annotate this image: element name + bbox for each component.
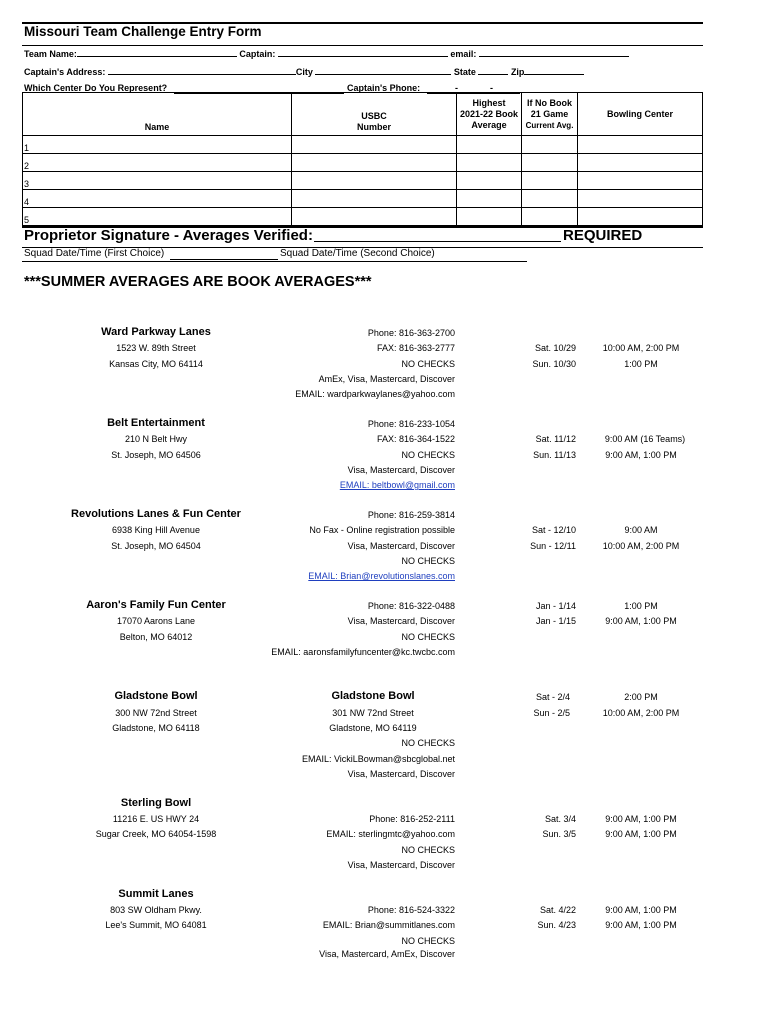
squad-time: 1:00 PM [624,359,658,369]
center-info-line: Visa, Mastercard, Discover [347,541,455,551]
squad-date: Sat - 2/4 [535,692,570,702]
squad-second-choice-label: Squad Date/Time (Second Choice) [280,248,435,259]
center-email: EMAIL: sterlingmtc@yahoo.com [326,829,455,839]
squad-time: 9:00 AM, 1:00 PM [605,450,677,460]
center-email: EMAIL: Brian@summitlanes.com [322,920,455,930]
squad-time: 9:00 AM, 1:00 PM [605,905,677,915]
team-roster-table [22,92,703,226]
row-avg-cell[interactable] [457,154,522,172]
col-avg-line3: Average [471,119,507,130]
team-name-field[interactable] [77,47,237,57]
center-info-line: NO CHECKS [401,450,455,460]
center-email: EMAIL: wardparkwaylanes@yahoo.com [295,389,455,399]
row-name-cell[interactable]: 3 [23,172,292,190]
row-noavg-cell[interactable] [522,154,578,172]
center-info-line: Gladstone, MO 64119 [329,723,417,733]
required-label: REQUIRED [563,227,643,244]
center-info-line: NO CHECKS [401,359,455,369]
center-email: EMAIL: VickiLBowman@sbcglobal.net [301,754,455,764]
row-center-cell[interactable] [578,172,703,190]
col-center-label: Bowling Center [606,108,673,119]
row-noavg-cell[interactable] [522,136,578,154]
row-name-cell[interactable]: 2 [23,154,292,172]
zip-field[interactable] [524,65,584,75]
row-noavg-cell[interactable] [522,172,578,190]
center-info-line: Phone: 816-363-2700 [367,328,455,338]
team-name-label: Team Name: [24,49,77,59]
center-address-2: Kansas City, MO 64114 [109,359,203,369]
center-question: Which Center Do You Represent? [24,83,168,93]
center-email-link[interactable]: EMAIL: beltbowl@gmail.com [339,480,455,490]
center-info-line: Phone: 816-233-1054 [367,419,455,429]
squad-time: 9:00 AM, 1:00 PM [605,616,677,626]
squad-time: 10:00 AM, 2:00 PM [602,541,680,551]
row-center-cell[interactable] [578,136,703,154]
center-info-line: No Fax - Online registration possible [309,525,455,535]
row-name-cell[interactable]: 4 [23,190,292,208]
col-usbc-line1: USBC [361,111,387,121]
squad-time: 1:00 PM [624,601,658,611]
center-info-line: Visa, Mastercard, Discover [347,769,455,779]
table-row [23,190,703,208]
table-header-row [23,93,703,136]
squad-date: Sun. 4/23 [537,920,576,930]
center-address-1: 6938 King Hill Avenue [112,525,200,535]
address-field[interactable] [108,65,296,75]
center-info-title: Gladstone Bowl [331,690,415,702]
center-info-line: NO CHECKS [401,738,455,748]
center-address-1: 803 SW Oldham Pkwy. [110,905,202,915]
col-center-header [578,93,703,136]
center-info-line: Visa, Mastercard, Discover [347,465,455,475]
center-info-line: NO CHECKS [401,936,455,946]
squad-time: 10:00 AM, 2:00 PM [602,708,680,718]
state-field[interactable] [478,65,508,75]
center-name: Summit Lanes [118,888,194,900]
city-field[interactable] [315,65,451,75]
squad-date: Sat. 10/29 [534,343,576,353]
form-title: Missouri Team Challenge Entry Form [24,24,262,39]
center-info-line: NO CHECKS [401,845,455,855]
center-info-line: Visa, Mastercard, AmEx, Discover [319,949,455,959]
squad-date: Sun. 10/30 [532,359,576,369]
table-row [23,208,703,226]
center-name: Aaron's Family Fun Center [86,599,226,611]
row-avg-cell[interactable] [457,172,522,190]
squad-date: Sat. 11/12 [535,434,576,444]
squad-time: 9:00 AM, 1:00 PM [605,920,677,930]
squad-date: Sun. 11/13 [533,450,576,460]
center-info-line: Phone: 816-252-2111 [369,814,455,824]
email-field[interactable] [479,47,629,57]
center-address-2: Sugar Creek, MO 64054-1598 [95,829,217,839]
proprietor-signature-label: Proprietor Signature - Averages Verified: [24,227,313,244]
summer-averages-note: ***SUMMER AVERAGES ARE BOOK AVERAGES*** [24,274,372,290]
center-info-line: NO CHECKS [401,556,455,566]
row-name-cell[interactable]: 1 [23,136,292,154]
center-address-2: St. Joseph, MO 64506 [111,450,201,460]
city-label: City [295,67,313,77]
row-noavg-cell[interactable] [522,190,578,208]
squad-date: Sun. 3/5 [542,829,576,839]
center-info-line: AmEx, Visa, Mastercard, Discover [318,374,455,384]
col-usbc-header [292,93,457,136]
center-name: Gladstone Bowl [114,690,198,702]
center-name: Belt Entertainment [107,417,205,429]
row-avg-cell[interactable] [457,208,522,226]
center-info-line: Visa, Mastercard, Discover [347,616,455,626]
center-email: EMAIL: aaronsfamilyfuncenter@kc.twcbc.com [271,647,455,657]
row-usbc-cell[interactable] [292,172,457,190]
center-address-2: Belton, MO 64012 [119,632,193,642]
squad-date: Sun - 12/11 [530,541,576,551]
center-info-line: Visa, Mastercard, Discover [347,860,455,870]
center-address-1: 11216 E. US HWY 24 [112,814,200,824]
squad-time: 9:00 AM [624,525,658,535]
center-info-line: Phone: 816-322-0488 [367,601,455,611]
col-noavg-line3: Current Avg. [525,120,574,130]
squad-date: Jan - 1/15 [535,616,576,626]
table-row [23,154,703,172]
center-info-line: Phone: 816-259-3814 [367,510,455,520]
row-avg-cell[interactable] [457,190,522,208]
table-row [23,172,703,190]
squad-time: 2:00 PM [624,692,658,702]
zip-label: Zip [510,67,525,77]
address-row [24,65,584,77]
email-label: email: [450,49,477,59]
row-name-cell[interactable]: 5 [23,208,292,226]
proprietor-signature-field[interactable] [314,241,561,242]
col-name-header [23,93,292,136]
squad-first-choice-field[interactable] [170,259,278,260]
squad-date: Sat. 4/22 [539,905,576,915]
squad-time: 9:00 AM, 1:00 PM [605,814,677,824]
center-info-line: FAX: 816-363-2777 [376,343,455,353]
center-address-2: Lee's Summit, MO 64081 [105,920,207,930]
center-name: Sterling Bowl [120,797,192,809]
row-center-cell[interactable] [578,154,703,172]
col-noavg-header [522,93,578,136]
center-address-1: 1523 W. 89th Street [116,343,196,353]
squad-time: 9:00 AM (16 Teams) [604,434,686,444]
phone-dash-2: - [490,83,493,93]
squad-date: Sat. 3/4 [544,814,576,824]
col-avg-line1: Highest [472,97,506,108]
center-name: Ward Parkway Lanes [101,326,211,338]
col-noavg-line2: 21 Game [530,108,569,119]
row-noavg-cell[interactable] [522,208,578,226]
captain-phone-label: Captain's Phone: [347,83,421,93]
center-name: Revolutions Lanes & Fun Center [71,508,241,520]
row-usbc-cell[interactable] [292,190,457,208]
row-avg-cell[interactable] [457,136,522,154]
phone-dash-1: - [455,83,458,93]
captain-field[interactable] [278,47,448,57]
captain-label: Captain: [239,49,276,59]
row-usbc-cell[interactable] [292,208,457,226]
row-center-cell[interactable] [578,190,703,208]
center-info-line: FAX: 816-364-1522 [376,434,455,444]
squad-time: 10:00 AM, 2:00 PM [602,343,680,353]
squad-date: Sun - 2/5 [533,708,570,718]
col-avg-header [457,93,522,136]
center-address-2: Gladstone, MO 64118 [112,723,200,733]
center-address-1: 17070 Aarons Lane [116,616,196,626]
row-usbc-cell[interactable] [292,154,457,172]
table-row [23,136,703,154]
row-usbc-cell[interactable] [292,136,457,154]
col-avg-line2: 2021-22 Book [459,108,519,119]
col-name-label: Name [144,122,170,132]
center-info-line: NO CHECKS [401,632,455,642]
state-label: State [453,67,476,77]
squad-first-choice-label: Squad Date/Time (First Choice) [24,248,165,259]
center-email-link[interactable]: EMAIL: Brian@revolutionslanes.com [308,571,455,581]
center-address-2: St. Joseph, MO 64504 [111,541,201,551]
col-noavg-line1: If No Book [527,97,572,108]
center-address-1: 300 NW 72nd Street [115,708,197,718]
center-info-line: 301 NW 72nd Street [332,708,414,718]
row-center-cell[interactable] [578,208,703,226]
center-address-1: 210 N Belt Hwy [124,434,188,444]
squad-date: Jan - 1/14 [535,601,576,611]
squad-time: 9:00 AM, 1:00 PM [605,829,677,839]
center-info-line: Phone: 816-524-3322 [367,905,455,915]
squad-date: Sat - 12/10 [531,525,576,535]
col-usbc-line2: Number [356,122,391,132]
address-label: Captain's Address: [24,67,106,77]
team-name-row [24,47,629,59]
